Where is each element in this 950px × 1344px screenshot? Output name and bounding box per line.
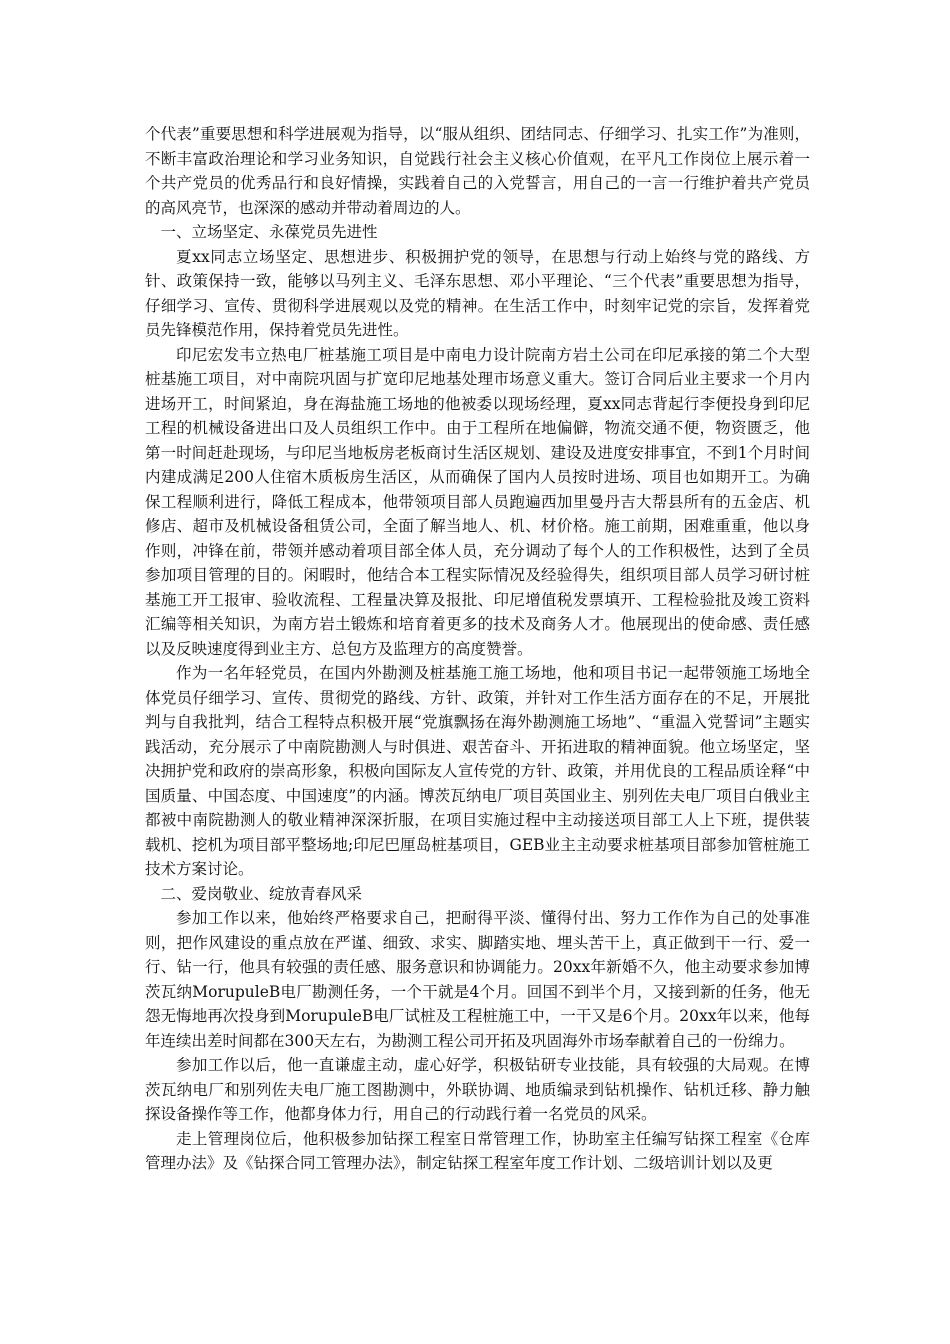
paragraph: 参加工作以来，他始终严格要求自己，把耐得平淡、懂得付出、努力工作作为自己的处事准则，把作风建设的重点放在严谨、细致、求实、脚踏实地、埋头苦干上，真正做到干一行、爱一行、钻一行，他具有较强的责任感、服务意识和协调能力。20xx年新婚不久，他主动要求参加博茨瓦纳MorupuleB电厂勘测任务，一个干就是4个月。回国不到半个月，又接到新的任务，他无怨无悔地再次投身到MorupuleB电厂试桩及工程桩施工中，一干又是6个月。20xx年以来，他每年连续出差时间都在300天左右，为勘测工程公司开拓及巩固海外市场奉献着自己的一份绵力。 [145,909,810,1050]
paragraph: 参加工作以后，他一直谦虚主动，虚心好学，积极钻研专业技能，具有较强的大局观。在博茨瓦纳电厂和别列佐夫电厂施工图勘测中，外联协调、地质编录到钻机操作、钻机迁移、静力触探设备操作等工作，他都身体力行，用自己的行动践行着一名党员的风采。 [145,1056,810,1123]
section-heading-1: 一、立场坚定、永葆党员先进性 [160,223,378,241]
document-body [145,122,810,1176]
paragraph: 作为一名年轻党员，在国内外勘测及桩基施工施工场地，他和项目书记一起带领施工场地全体党员仔细学习、宣传、贯彻党的路线、方针、政策，并针对工作生活方面存在的不足，开展批判与自我批判，结合工程特点积极开展“党旗飘扬在海外勘测施工场地”、“重温入党誓词”主题实践活动，充分展示了中南院勘测人与时俱进、艰苦奋斗、开拓进取的精神面貌。他立场坚定，坚决拥护党和政府的崇高形象，积极向国际友人宣传党的方针、政策，并用优良的工程品质诠释“中国质量、中国态度、中国速度”的内涵。博茨瓦纳电厂项目英国业主、别列佐夫电厂项目白俄业主都被中南院勘测人的敬业精神深深折服，在项目实施过程中主动接送项目部工人上下班，提供装载机、挖机为项目部平整场地;印尼巴厘岛桩基项目，GEB业主主动要求桩基项目部参加管桩施工技术方案讨论。 [145,664,810,878]
section-heading-2: 二、爱岗敬业、绽放青春风采 [160,884,363,903]
paragraph-truncated: 走上管理岗位后，他积极参加钻探工程室日常管理工作，协助室主任编写钻探工程室《仓库管理办法》及《钻探合同工管理办法》，制定钻探工程室年度工作计划、二级培训计划以及更 [145,1129,810,1172]
paragraph: 夏xx同志立场坚定、思想进步、积极拥护党的领导，在思想与行动上始终与党的路线、方针、政策保持一致，能够以马列主义、毛泽东思想、邓小平理论、“三个代表”重要思想为指导，仔细学习、宣传、贯彻科学进展观以及党的精神。在生活工作中，时刻牢记党的宗旨，发挥着党员先锋模范作用，保持着党员先进性。 [145,247,810,339]
paragraph: 印尼宏发韦立热电厂桩基施工项目是中南电力设计院南方岩土公司在印尼承接的第二个大型桩基施工项目，对中南院巩固与扩宽印尼地基处理市场意义重大。签订合同后业主要求一个月内进场开工，时间紧迫，身在海盐施工场地的他被委以现场经理，夏xx同志背起行李便投身到印尼工程的机械设备进出口及人员组织工作中。由于工程所在地偏僻，物流交通不便，物资匮乏，他第一时间赶赴现场，与印尼当地板房老板商讨生活区规划、建设及进度安排事宜，不到1个月时间内建成满足200人住宿木质板房生活区，从而确保了国内人员按时进场、项目也如期开工。为确保工程顺利进行，降低工程成本，他带领项目部人员跑遍西加里曼丹吉大帮县所有的五金店、机修店、超市及机械设备租赁公司，全面了解当地人、机、材价格。施工前期，困难重重，他以身作则，冲锋在前，带领并感动着项目部全体人员，充分调动了每个人的工作积极性，达到了全员参加项目管理的目的。闲暇时，他结合本工程实际情况及经验得失，组织项目部人员学习研讨桩基施工开工报审、验收流程、工程量决算及报批、印尼增值税发票填开、工程检验批及竣工资料汇编等相关知识，为南方岩土锻炼和培育着更多的技术及商务人才。他展现出的使命感、责任感以及反映速度得到业主方、总包方及监理方的高度赞誉。 [145,345,810,658]
paragraph-intro-continuation: 个代表”重要思想和科学进展观为指导，以“服从组织、团结同志、仔细学习、扎实工作”为准则，不断丰富政治理论和学习业务知识，自觉践行社会主义核心价值观，在平凡工作岗位上展示着一个共产党员的优秀品行和良好情操，实践着自己的入党誓言，用自己的一言一行维护着共产党员的高风亮节，也深深的感动并带动着周边的人。 [145,125,810,217]
